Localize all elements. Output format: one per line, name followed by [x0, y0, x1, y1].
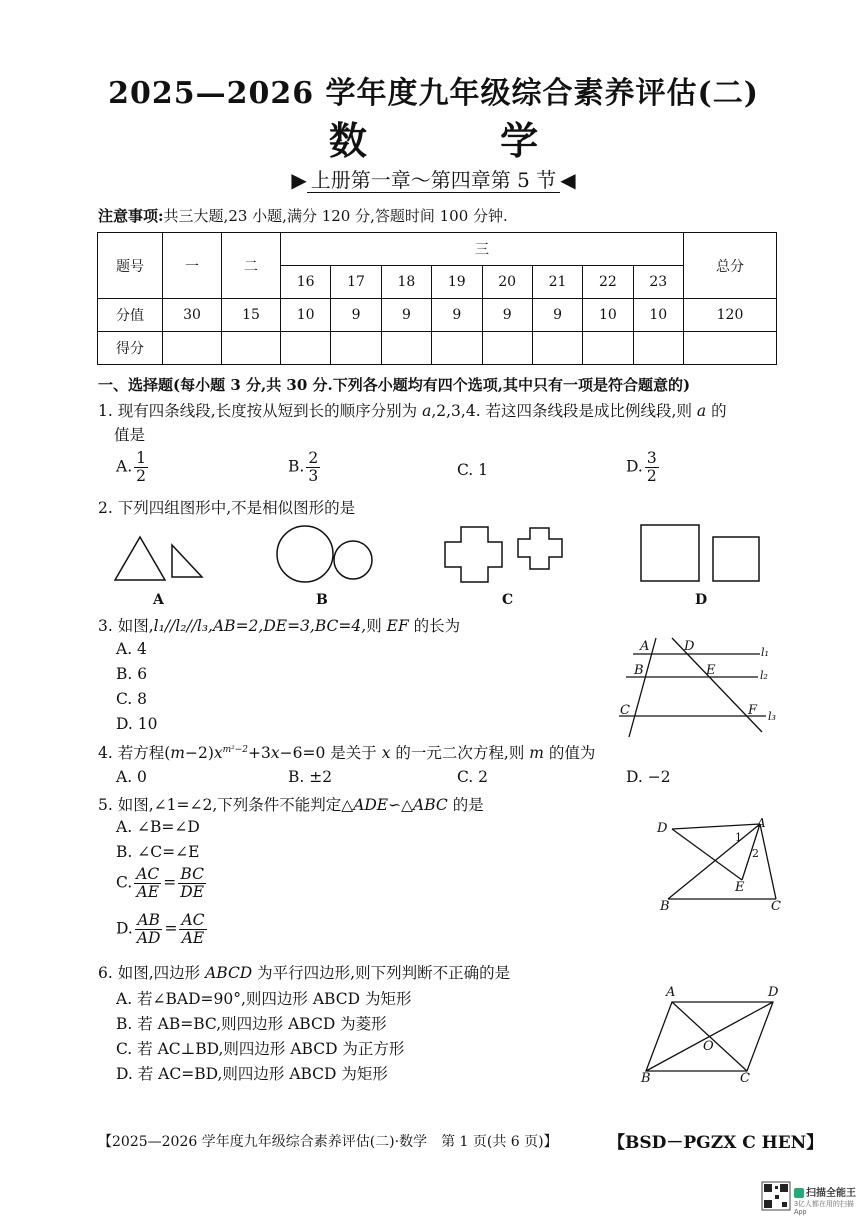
scope-text: 上册第一章～第四章第 5 节 [307, 168, 560, 193]
q6-point-c: C [740, 1071, 750, 1086]
q3-label-l1: l₁ [761, 646, 769, 659]
q4-var: x [381, 744, 391, 762]
q5-stem-part: 5. 如图,∠1=∠2,下列条件不能判定△ [98, 796, 354, 814]
q5-option-a: A. ∠B=∠D [116, 818, 200, 836]
q3-label-l2: l₂ [760, 669, 768, 682]
denominator: AD [136, 929, 161, 948]
q6-option-d: D. 若 AC=BD,则四边形 ABCD 为矩形 [116, 1065, 388, 1083]
q3-option-d: D. 10 [116, 715, 158, 733]
table-col-two: 二 [222, 233, 281, 299]
q1-var: a [422, 402, 432, 420]
q6-option-c: C. 若 AC⊥BD,则四边形 ABCD 为正方形 [116, 1040, 405, 1058]
q3-point-a: A [640, 639, 650, 654]
q4-var: m [170, 744, 185, 762]
points-cell: 9 [331, 299, 381, 332]
points-cell: 15 [222, 299, 281, 332]
points-cell: 9 [482, 299, 532, 332]
triangle-right-icon: ▶ [291, 168, 307, 192]
q3-point-e: E [706, 663, 716, 678]
numerator: AC [181, 911, 205, 929]
q5-math: ADE [353, 796, 389, 814]
q4-option-a: A. 0 [116, 768, 147, 786]
notice-label: 注意事项: [98, 207, 164, 225]
numerator: BC [178, 866, 206, 884]
q5-point-b: B [660, 899, 670, 914]
q2-label-a: A [153, 592, 164, 608]
q5-math: ABC [413, 796, 448, 814]
q5-stem-part: ∽△ [388, 796, 414, 814]
q5-angle-2: 2 [752, 847, 759, 860]
q3-math: l₁//l₂//l₃,AB=2,DE=3,BC=4, [153, 617, 367, 635]
q3-stem-part: 则 [366, 617, 387, 635]
numerator: AC [136, 865, 160, 883]
q3-option-a: A. 4 [116, 640, 147, 658]
denominator: 2 [646, 467, 657, 486]
diagonal-bd [646, 1002, 773, 1071]
qr-code-icon [762, 1182, 790, 1210]
q1-var: a [696, 402, 707, 420]
table-col-total: 总分 [684, 233, 777, 299]
table-subq: 18 [381, 266, 431, 299]
denominator: AE [136, 883, 160, 902]
q2-label-d: D [695, 592, 708, 608]
q1-option-c: C. 1 [457, 461, 489, 479]
option-label: A. [116, 457, 133, 476]
question-2-stem: 2. 下列四组图形中,不是相似图形的是 [98, 499, 356, 517]
denominator: DE [180, 883, 205, 902]
q6-option-a: A. 若∠BAD=90°,则四边形 ABCD 为矩形 [116, 990, 412, 1008]
exam-code: 【BSD－PGZX C HEN】 [608, 1133, 824, 1153]
table-row-points-label: 分值 [98, 299, 163, 332]
triangle-left-icon: ◀ [560, 168, 576, 192]
q1-stem-part: 的 [706, 402, 727, 420]
scanner-label: 扫描全能王 [806, 1188, 856, 1199]
scanner-logo-icon [794, 1188, 804, 1198]
numerator: 3 [646, 449, 657, 467]
q4-var: x [270, 744, 280, 762]
q4-var: m [529, 744, 544, 762]
q5-point-c: C [771, 899, 781, 914]
section-heading: 一、选择题(每小题 3 分,共 30 分.下列各小题均有四个选项,其中只有一项是符合题意的) [98, 376, 691, 394]
q1-stem-part: 1. 现有四条线段,长度按从短到长的顺序分别为 [98, 402, 423, 420]
table-subq: 21 [532, 266, 582, 299]
q3-point-b: B [634, 663, 644, 678]
q3-option-c: C. 8 [116, 690, 148, 708]
q4-stem-part: 的值为 [543, 744, 596, 762]
q3-stem-part: 的长为 [408, 617, 461, 635]
table-subq: 22 [583, 266, 633, 299]
q4-stem-part: 的一元二次方程,则 [390, 744, 530, 762]
numerator: 1 [136, 449, 146, 467]
denominator: 2 [136, 467, 146, 486]
q4-var: x [213, 744, 223, 762]
subject-title: 数 学 [328, 118, 599, 163]
option-label: D. [626, 457, 643, 476]
numerator: 2 [308, 449, 319, 467]
table-row-score-label: 得分 [98, 332, 163, 365]
q6-option-b: B. 若 AB=BC,则四边形 ABCD 为菱形 [116, 1015, 387, 1033]
q4-option-b: B. ±2 [288, 768, 333, 786]
points-cell: 10 [633, 299, 683, 332]
table-subq: 20 [482, 266, 532, 299]
q3-label-l3: l₃ [768, 710, 776, 723]
denominator: AE [181, 929, 205, 948]
scanner-app-name [794, 1184, 856, 1199]
q5-option-b: B. ∠C=∠E [116, 843, 200, 861]
q5-point-d: D [657, 821, 668, 836]
q3-math: EF [386, 617, 409, 635]
q3-point-d: D [684, 639, 695, 654]
q2-label-b: B [316, 592, 328, 608]
q6-stem-part: 为平行四边形,则下列判断不正确的是 [252, 964, 511, 982]
q4-stem-part: −2) [184, 744, 214, 762]
option-label: B. [288, 457, 305, 476]
q6-stem-part: 6. 如图,四边形 [98, 964, 206, 982]
table-header-question: 题号 [98, 233, 163, 299]
option-label: C. [116, 873, 133, 892]
q6-point-d: D [768, 985, 779, 1000]
q2-label-c: C [502, 592, 514, 608]
scanner-watermark [762, 1182, 860, 1216]
points-cell: 9 [532, 299, 582, 332]
q5-point-a: A [757, 816, 766, 830]
table-subq: 23 [633, 266, 683, 299]
q4-option-c: C. 2 [457, 768, 489, 786]
q3-point-c: C [620, 703, 630, 718]
points-total-cell: 120 [684, 299, 777, 332]
q5-point-e: E [735, 880, 745, 895]
points-cell: 9 [432, 299, 482, 332]
q1-stem-part: ,2,3,4. 若这四条线段是成比例线段,则 [431, 402, 697, 420]
q5-angle-1: 1 [735, 831, 742, 844]
denominator: 3 [308, 467, 319, 486]
q6-point-b: B [641, 1071, 651, 1086]
q5-option-c: C. $\frac{AC}{AE}$ = $\frac{BC}{DE}$ [116, 865, 205, 902]
points-cell: 9 [381, 299, 431, 332]
table-col-one: 一 [163, 233, 222, 299]
scanner-tagline: 3亿人都在用的扫描App [794, 1201, 854, 1216]
q6-point-o: O [703, 1039, 714, 1054]
notice-text: 共三大题,23 小题,满分 120 分,答题时间 100 分钟. [163, 207, 508, 225]
table-subq: 19 [432, 266, 482, 299]
page-footer: 【2025—2026 学年度九年级综合素养评估(二)·数学 第 1 页(共 6 页)】 [98, 1134, 558, 1150]
q3-option-b: B. 6 [116, 665, 148, 683]
q3-point-f: F [748, 703, 758, 718]
points-cell: 10 [583, 299, 633, 332]
points-cell: 30 [163, 299, 222, 332]
q3-stem-part: 3. 如图, [98, 617, 154, 635]
points-cell: 10 [281, 299, 331, 332]
option-label: D. [116, 919, 133, 938]
q6-math: ABCD [205, 964, 253, 982]
q4-exponent: m²−2 [222, 744, 249, 755]
q4-stem-part: −6=0 是关于 [279, 744, 382, 762]
table-subq: 17 [331, 266, 381, 299]
q6-point-a: A [666, 985, 676, 1000]
table-subq: 16 [281, 266, 331, 299]
exam-title: 2025—2026 学年度九年级综合素养评估(二) [108, 76, 759, 111]
numerator: AB [135, 912, 163, 930]
q5-option-d: D. $\frac{AB}{AD}$ = $\frac{AC}{AE}$ [116, 911, 205, 948]
q1-stem-line2: 值是 [114, 426, 146, 445]
table-col-three: 三 [281, 233, 684, 266]
q4-option-d: D. −2 [626, 768, 671, 786]
q4-stem-part: 4. 若方程( [98, 744, 171, 762]
q4-stem-part: +3 [248, 744, 271, 762]
q5-stem-part: 的是 [447, 796, 484, 814]
